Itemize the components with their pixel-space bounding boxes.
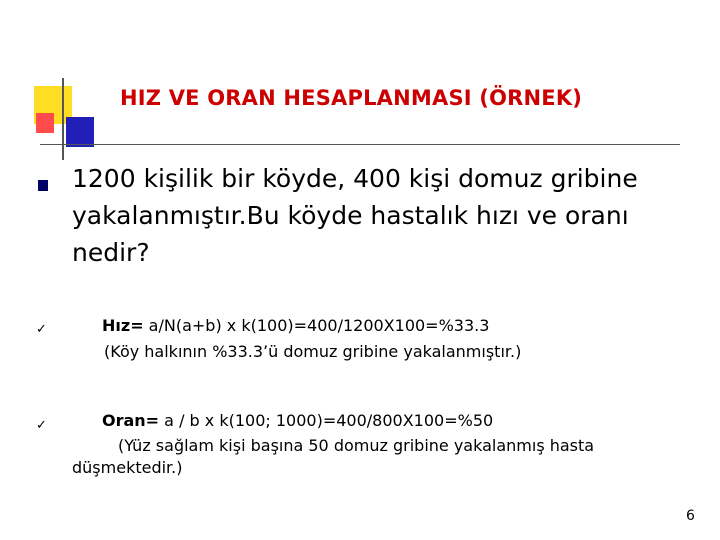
rate-formula: [102, 314, 720, 338]
rate-formula-text: a/N(a+b) x k(100)=400/1200X100=%33.3: [143, 316, 490, 335]
square-bullet-icon: [38, 180, 48, 191]
ratio-formula: [102, 409, 720, 433]
ratio-formula-text: a / b x k(100; 1000)=400/800X100=%50: [159, 411, 494, 430]
question-text: 1200 kişilik bir köyde, 400 kişi domuz gribine yakalanmıştır.Bu köyde hastalık hızı ve oranı nedir?: [72, 164, 638, 267]
decor-vertical-line: [62, 78, 64, 160]
ratio-note: (Yüz sağlam kişi başına 50 domuz gribine yakalanmış hasta: [118, 436, 595, 455]
checkmark-icon: ✓: [36, 418, 47, 433]
checkmark-icon: ✓: [36, 322, 47, 337]
ratio-label: Oran=: [102, 411, 160, 430]
decor-red-square: [36, 113, 54, 133]
rate-label: Hız=: [102, 316, 144, 335]
ratio-note-continued: düşmektedir.): [72, 458, 183, 477]
decor-blue-square: [66, 117, 94, 147]
page-number: 6: [686, 508, 695, 524]
slide-title: HIZ VE ORAN HESAPLANMASI (ÖRNEK): [120, 86, 583, 110]
decor-horizontal-line: [40, 144, 680, 145]
rate-note: (Köy halkının %33.3’ü domuz gribine yakalanmıştır.): [104, 342, 522, 361]
